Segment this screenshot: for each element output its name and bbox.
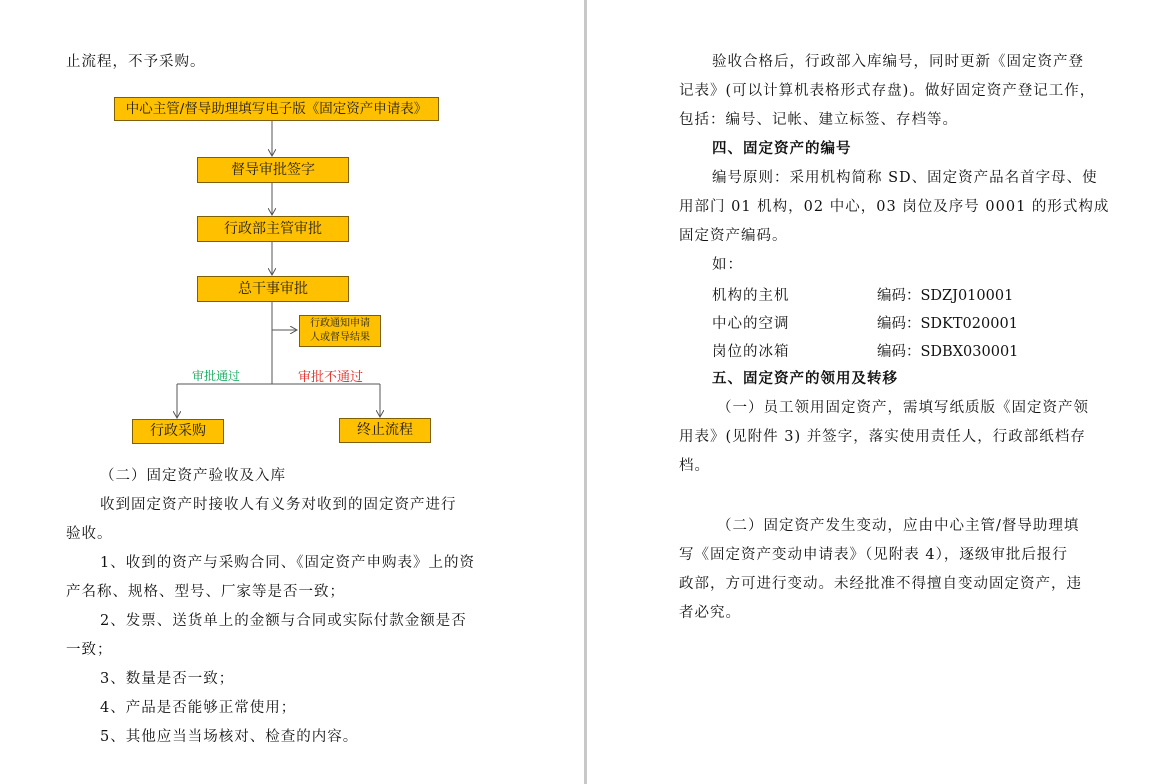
notify-line-2: 人或督导结果 xyxy=(310,332,370,343)
flow-box-purchase: 行政采购 xyxy=(132,419,224,444)
code-example-label: 机构的主机 xyxy=(712,288,790,304)
code-example-value: 编码：SDBX030001 xyxy=(877,344,1019,360)
paragraph-line: 记表》(可以计算机表格形式存盘)。做好固定资产登记工作， xyxy=(679,83,1096,99)
section-heading-4: 四、固定资产的编号 xyxy=(712,140,852,157)
paragraph-line: 写《固定资产变动申请表》（见附表 4），逐级审批后报行 xyxy=(679,547,1068,563)
list-item-line: 5、其他应当当场核对、检查的内容。 xyxy=(100,729,359,745)
flow-box-supervisor-approval: 督导审批签字 xyxy=(197,157,349,183)
code-example-label: 岗位的冰箱 xyxy=(712,344,790,360)
paragraph-line: 验收合格后，行政部入库编号，同时更新《固定资产登 xyxy=(712,54,1084,70)
list-item-line: 3、数量是否一致； xyxy=(100,671,235,687)
paragraph-line: 编号原则：采用机构简称 SD、固定资产品名首字母、使 xyxy=(712,170,1098,186)
paragraph-line: 政部，方可进行变动。未经批准不得擅自变动固定资产，违 xyxy=(679,576,1082,592)
list-item-line: 4、产品是否能够正常使用； xyxy=(100,700,297,716)
paragraph-line: 收到固定资产时接收人有义务对收到的固定资产进行 xyxy=(100,497,457,513)
paragraph-line: 包括：编号、记帐、建立标签、存档等。 xyxy=(679,112,958,128)
section-heading: （二）固定资产验收及入库 xyxy=(100,468,286,484)
right-page xyxy=(587,0,1157,784)
flow-box-terminate: 终止流程 xyxy=(339,418,431,443)
flow-box-application: 中心主管/督导助理填写电子版《固定资产申请表》 xyxy=(114,97,439,121)
rejected-label: 审批不通过 xyxy=(298,370,364,385)
flow-box-director-approval: 总干事审批 xyxy=(197,276,349,302)
paragraph-line: （一）员工领用固定资产，需填写纸质版《固定资产领 xyxy=(717,400,1089,416)
paragraph-line: 用部门 01 机构，02 中心，03 岗位及序号 0001 的形式构成 xyxy=(679,199,1110,215)
text-line: 止流程，不予采购。 xyxy=(66,54,206,70)
paragraph-line: 档。 xyxy=(679,458,710,474)
paragraph-line: （二）固定资产发生变动，应由中心主管/督导助理填 xyxy=(717,518,1080,534)
approved-label: 审批通过 xyxy=(192,369,241,383)
list-item-line: 产名称、规格、型号、厂家等是否一致； xyxy=(66,584,345,600)
paragraph-line: 用表》(见附件 3) 并签字，落实使用责任人，行政部纸档存 xyxy=(679,429,1086,445)
example-intro: 如： xyxy=(712,257,743,273)
paragraph-line: 验收。 xyxy=(66,526,113,542)
list-item-line: 2、发票、送货单上的金额与合同或实际付款金额是否 xyxy=(100,613,467,629)
code-example-value: 编码：SDZJ010001 xyxy=(877,288,1014,304)
list-item-line: 1、收到的资产与采购合同、《固定资产申购表》上的资 xyxy=(100,555,475,571)
section-heading-5: 五、固定资产的领用及转移 xyxy=(712,370,898,387)
list-item-line: 一致； xyxy=(66,642,113,658)
paragraph-line: 者必究。 xyxy=(679,605,741,621)
flow-box-admin-approval: 行政部主管审批 xyxy=(197,216,349,242)
code-example-value: 编码：SDKT020001 xyxy=(877,316,1018,332)
code-example-label: 中心的空调 xyxy=(712,316,790,332)
flow-box-notify xyxy=(299,315,381,347)
paragraph-line: 固定资产编码。 xyxy=(679,228,788,244)
notify-line-1: 行政通知申请 xyxy=(310,318,370,329)
